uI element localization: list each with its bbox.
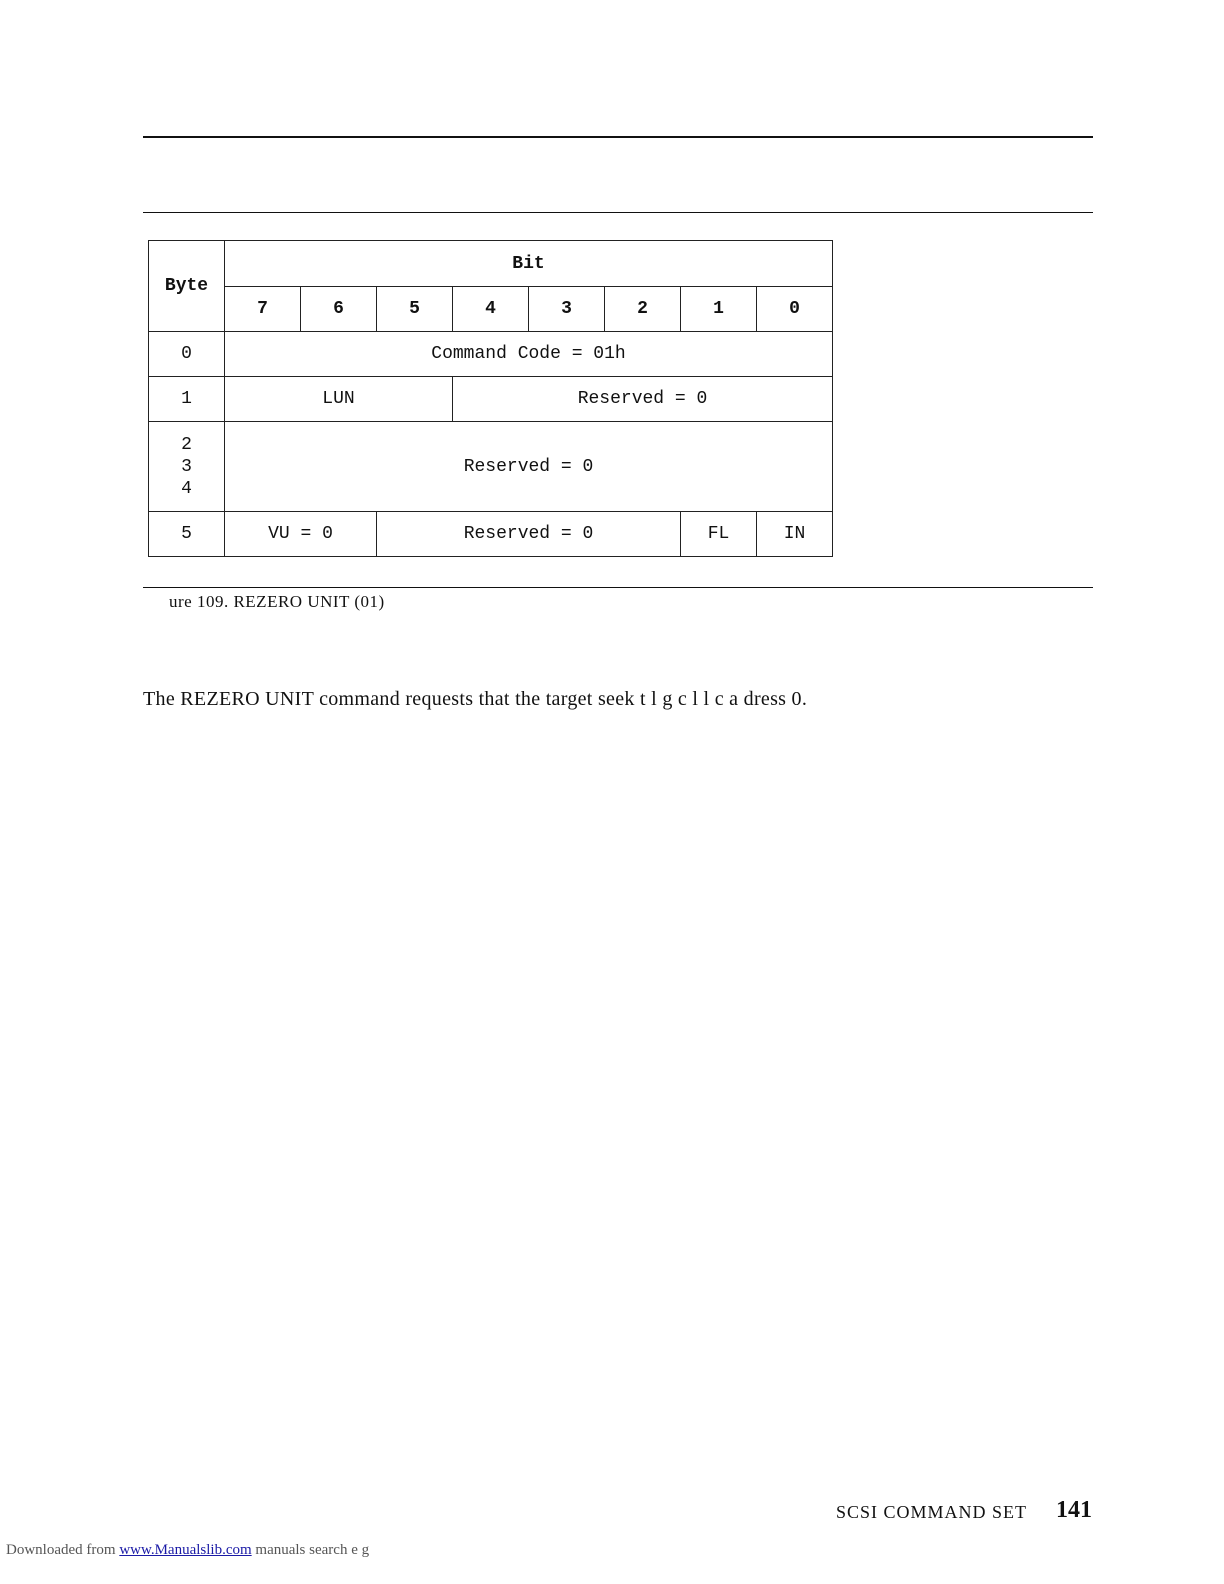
header-rule-bottom [143, 212, 1093, 213]
byte-index: 5 [149, 512, 225, 557]
byte-index: 1 [149, 377, 225, 422]
footer-section-title: SCSI COMMAND SET [836, 1502, 1028, 1522]
reserved-field: Reserved = 0 [225, 422, 833, 512]
header-rule-top [143, 136, 1093, 138]
bit-number: 5 [377, 287, 453, 332]
table-row [149, 422, 833, 512]
table-row [149, 332, 833, 377]
bit-header: Bit [225, 241, 833, 287]
byte-index: 2 [181, 434, 192, 455]
byte-index-stack [149, 422, 225, 512]
lun-field: LUN [225, 377, 453, 422]
figure-caption: ure 109. REZERO UNIT (01) [169, 592, 385, 611]
bit-number: 6 [301, 287, 377, 332]
command-descriptor-table [148, 240, 833, 557]
reserved-field: Reserved = 0 [377, 512, 681, 557]
table-row [149, 377, 833, 422]
manualslib-link[interactable]: www.Manualslib.com [119, 1542, 252, 1558]
in-bit: IN [757, 512, 833, 557]
bit-number: 7 [225, 287, 301, 332]
bit-number: 0 [757, 287, 833, 332]
bit-number: 3 [529, 287, 605, 332]
download-prefix: Downloaded from [6, 1542, 120, 1558]
vu-field: VU = 0 [225, 512, 377, 557]
download-note [6, 1542, 369, 1559]
download-suffix: manuals search e g [251, 1542, 370, 1558]
byte-index: 4 [181, 478, 192, 499]
bit-number: 2 [605, 287, 681, 332]
figure-rule [143, 587, 1093, 588]
byte-index: 3 [181, 456, 192, 477]
command-code-field: Command Code = 01h [225, 332, 833, 377]
bit-number: 4 [453, 287, 529, 332]
fl-bit: FL [681, 512, 757, 557]
page-number: 141 [1056, 1497, 1092, 1523]
byte-header: Byte [149, 241, 225, 332]
bit-number: 1 [681, 287, 757, 332]
reserved-field: Reserved = 0 [453, 377, 833, 422]
byte-index: 0 [149, 332, 225, 377]
table-row [149, 512, 833, 557]
body-paragraph: The REZERO UNIT command requests that the target seek t l g c l l c a dress 0. [143, 688, 808, 710]
